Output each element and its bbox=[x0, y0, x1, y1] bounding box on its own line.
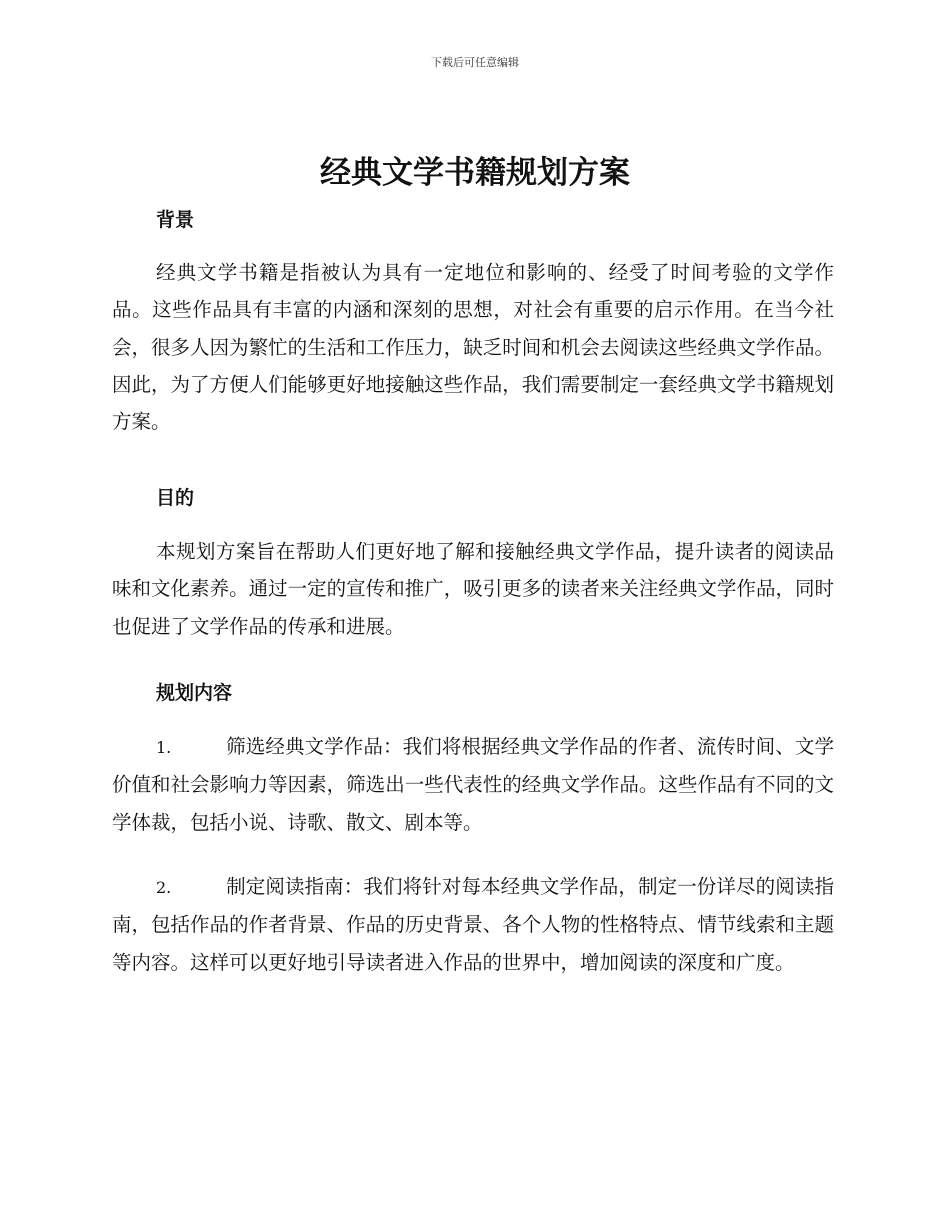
section-heading-background: 背景 bbox=[156, 209, 195, 231]
section-heading-purpose: 目的 bbox=[156, 487, 195, 509]
section-heading-plan-content: 规划内容 bbox=[156, 682, 233, 704]
list-item bbox=[112, 868, 834, 981]
list-item-text: 筛选经典文学作品：我们将根据经典文学作品的作者、流传时间、文学价值和社会影响力等因素，筛选出一些代表性的经典文学作品。这些作品有不同的文学体裁，包括小说、诗歌、散文、剧本等。 bbox=[112, 735, 834, 834]
list-item-text: 制定阅读指南：我们将针对每本经典文学作品，制定一份详尽的阅读指南，包括作品的作者背景、作品的历史背景、各个人物的性格特点、情节线索和主题等内容。这样可以更好地引导读者进入作品的世界中，增加阅读的深度和广度。 bbox=[112, 875, 834, 974]
header-note: 下载后可任意编辑 bbox=[431, 56, 519, 69]
list-item-number: 2. bbox=[156, 878, 172, 897]
background-paragraph: 经典文学书籍是指被认为具有一定地位和影响的、经受了时间考验的文学作品。这些作品具有丰富的内涵和深刻的思想，对社会有重要的启示作用。在当今社会，很多人因为繁忙的生活和工作压力，缺乏时间和机会去阅读这些经典文学作品。因此，为了方便人们能够更好地接触这些作品，我们需要制定一套经典文学书籍规划方案。 bbox=[112, 261, 834, 434]
document-title: 经典文学书籍规划方案 bbox=[320, 155, 630, 191]
list-item bbox=[112, 728, 834, 841]
list-item-number: 1. bbox=[156, 738, 172, 757]
purpose-paragraph: 本规划方案旨在帮助人们更好地了解和接触经典文学作品，提升读者的阅读品味和文化素养。通过一定的宣传和推广，吸引更多的读者来关注经典文学作品，同时也促进了文学作品的传承和进展。 bbox=[112, 540, 834, 638]
